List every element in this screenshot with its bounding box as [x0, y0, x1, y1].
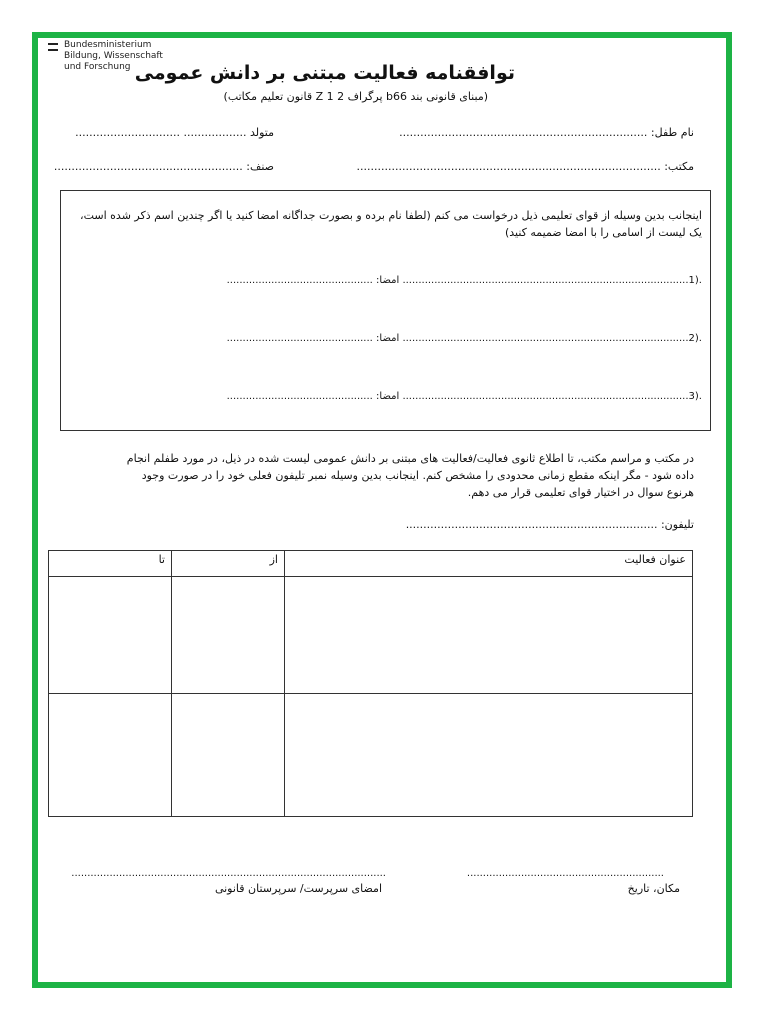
header-from: از — [172, 551, 285, 577]
row-number: .(1 — [688, 275, 702, 286]
phone-field[interactable]: تلیفون: ........................................................................ — [405, 518, 694, 531]
child-name-field[interactable]: نام طفل: ....................................................................... — [399, 126, 694, 139]
notice-paragraph: در مکتب و مراسم مکتب، تا اطلاع ثانوی فعالیت/فعالیت های مبتنی بر دانش عمومی لیست شده در ذیل، در مورد طفلم انجام داده شود - مگر اینکه مقطع زمانی محدودی را مشخص کنم. اینجانب بدین وسیله نمبر تلیفون فعلی خود را در صورت وجود هرنوع سوال در اختیار قوای تعلیمی قرار می دهم. — [126, 452, 694, 499]
cell-activity[interactable] — [285, 577, 693, 694]
grade-field[interactable]: صنف: ...................................................... — [53, 160, 274, 173]
cell-from[interactable] — [172, 694, 285, 817]
place-date-label: مکان، تاریخ — [627, 882, 680, 895]
header-activity-title: عنوان فعالیت — [285, 551, 693, 577]
row-number: .(3 — [688, 391, 702, 402]
logo-mark-icon — [48, 43, 58, 51]
row-number: .(2 — [688, 333, 702, 344]
sign-line[interactable]: امضا: .............................................. — [226, 391, 400, 402]
name-line[interactable]: .......................................................................................... — [402, 275, 689, 286]
logo-line-1: Bundesministerium — [64, 40, 152, 50]
cell-from[interactable] — [172, 577, 285, 694]
table-row — [49, 577, 693, 694]
activity-table — [48, 550, 693, 817]
consent-box — [60, 190, 711, 431]
sign-line[interactable]: امضا: .............................................. — [226, 275, 400, 286]
name-line[interactable]: .......................................................................................... — [402, 333, 689, 344]
cell-to[interactable] — [49, 694, 172, 817]
guardian-signature-line[interactable]: ................................................................................................... — [71, 868, 386, 879]
sign-line[interactable]: امضا: .............................................. — [226, 333, 400, 344]
school-field[interactable]: مکتب: ....................................................................................... — [356, 160, 694, 173]
guardian-signature-label: امضای سرپرست/ سرپرستان قانونی — [214, 882, 382, 895]
signature-row-1[interactable] — [227, 275, 702, 286]
name-line[interactable]: .......................................................................................... — [402, 391, 689, 402]
cell-to[interactable] — [49, 577, 172, 694]
consent-text: اینجانب بدین وسیله از قوای تعلیمی ذیل درخواست می کنم (لطفا نام برده و بصورت جداگانه امضا کنید یا اگر چندین اسم ذکر شده است، یک لیست از اسامی را با امضا ضمیمه کنید) — [80, 209, 702, 239]
document-subtitle: (مبنای قانونی بند b66 پرگراف 2 Z 1 قانون تعلیم مکاتب) — [223, 90, 488, 103]
cell-activity[interactable] — [285, 694, 693, 817]
table-header-row — [49, 551, 693, 577]
logo-line-3: und Forschung — [64, 62, 131, 72]
logo-line-2: Bildung, Wissenschaft — [64, 51, 163, 61]
header-to: تا — [49, 551, 172, 577]
birth-field[interactable]: متولد .................. .............................. — [75, 126, 274, 139]
document-title: توافقنامه فعالیت مبتنی بر دانش عمومی — [134, 62, 515, 84]
signature-row-2[interactable] — [227, 333, 702, 344]
page-border — [32, 32, 732, 988]
signature-row-3[interactable] — [227, 391, 702, 402]
table-row — [49, 694, 693, 817]
place-date-line[interactable]: .............................................................. — [466, 868, 664, 879]
